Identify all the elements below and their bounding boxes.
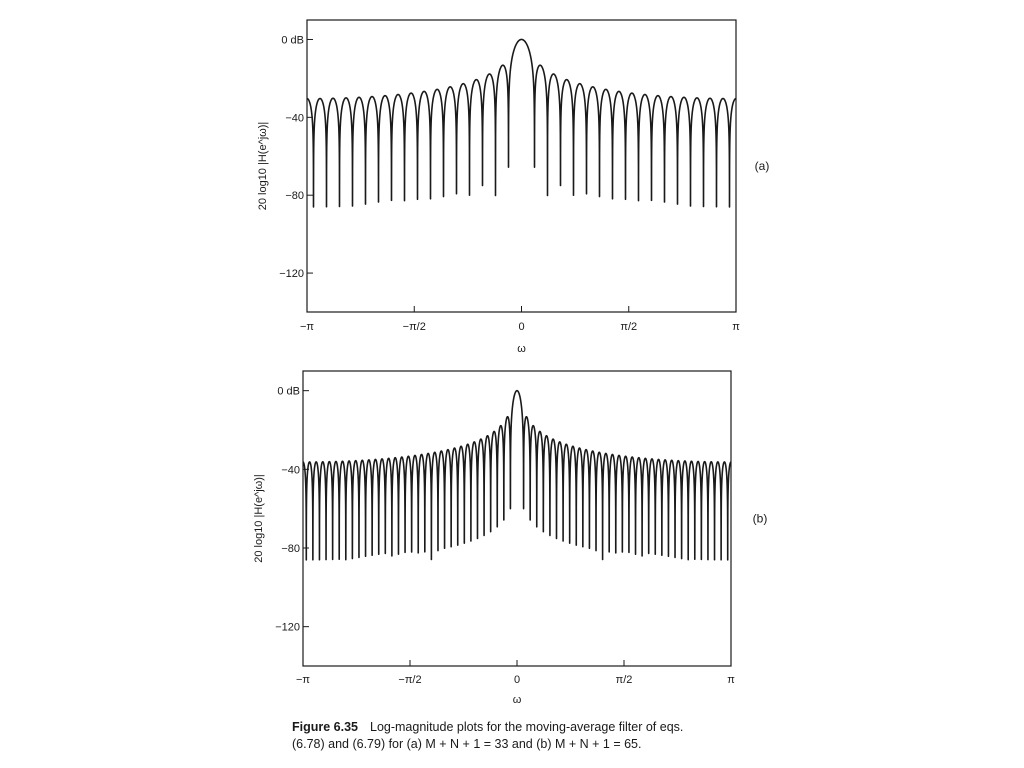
panel-b — [253, 371, 767, 706]
panel-a-plot-frame — [307, 20, 736, 312]
panel-a-y-tick-label: 0 dB — [281, 34, 304, 47]
panel-a-label: (a) — [754, 159, 770, 173]
panel-a-x-tick-label: −π/2 — [402, 321, 426, 333]
panel-b-x-tick-label: 0 — [513, 674, 521, 686]
caption-line-1: Log-magnitude plots for the moving-average filter of eqs. — [370, 720, 684, 734]
panel-b-magnitude-curve — [303, 391, 731, 560]
panel-a-magnitude-curve — [307, 39, 736, 206]
panel-b-label: (b) — [752, 511, 768, 526]
figure-caption — [292, 719, 772, 753]
panel-b-x-tick-label: π/2 — [615, 674, 633, 686]
caption-figure-number: Figure 6.35 — [292, 720, 358, 734]
panel-b-plot-frame — [303, 371, 731, 666]
panel-b-x-tick-label: −π/2 — [398, 674, 422, 686]
panel-a-x-tick-label: π/2 — [620, 321, 638, 333]
panel-b-y-tick-label: −40 — [281, 464, 300, 477]
panel-a-x-tick-label: π — [732, 321, 740, 333]
panel-a — [257, 20, 769, 355]
panel-b-x-tick-label: π — [727, 674, 735, 686]
panel-a-y-tick-label: −40 — [285, 112, 304, 125]
panel-a-x-tick-label: −π — [299, 321, 315, 333]
caption-line-2: (6.78) and (6.79) for (a) M + N + 1 = 33 and (b) M + N + 1 = 65. — [292, 737, 642, 751]
panel-a-x-tick-label: 0 — [518, 321, 525, 333]
panel-b-y-tick-label: −120 — [275, 621, 300, 634]
panel-b-y-axis-label: 20 log10 |H(e^jω)| — [253, 474, 265, 563]
panel-b-y-tick-label: 0 dB — [277, 385, 300, 398]
panel-a-y-tick-label: −80 — [285, 190, 304, 203]
panel-a-y-axis-label: 20 log10 |H(e^jω)| — [257, 121, 269, 211]
panel-a-y-tick-label: −120 — [279, 268, 304, 281]
panel-b-x-axis-label: ω — [512, 694, 522, 706]
panel-b-x-tick-label: −π — [295, 674, 311, 686]
panel-b-y-tick-label: −80 — [281, 543, 300, 555]
panel-a-x-axis-label: ω — [517, 343, 526, 355]
